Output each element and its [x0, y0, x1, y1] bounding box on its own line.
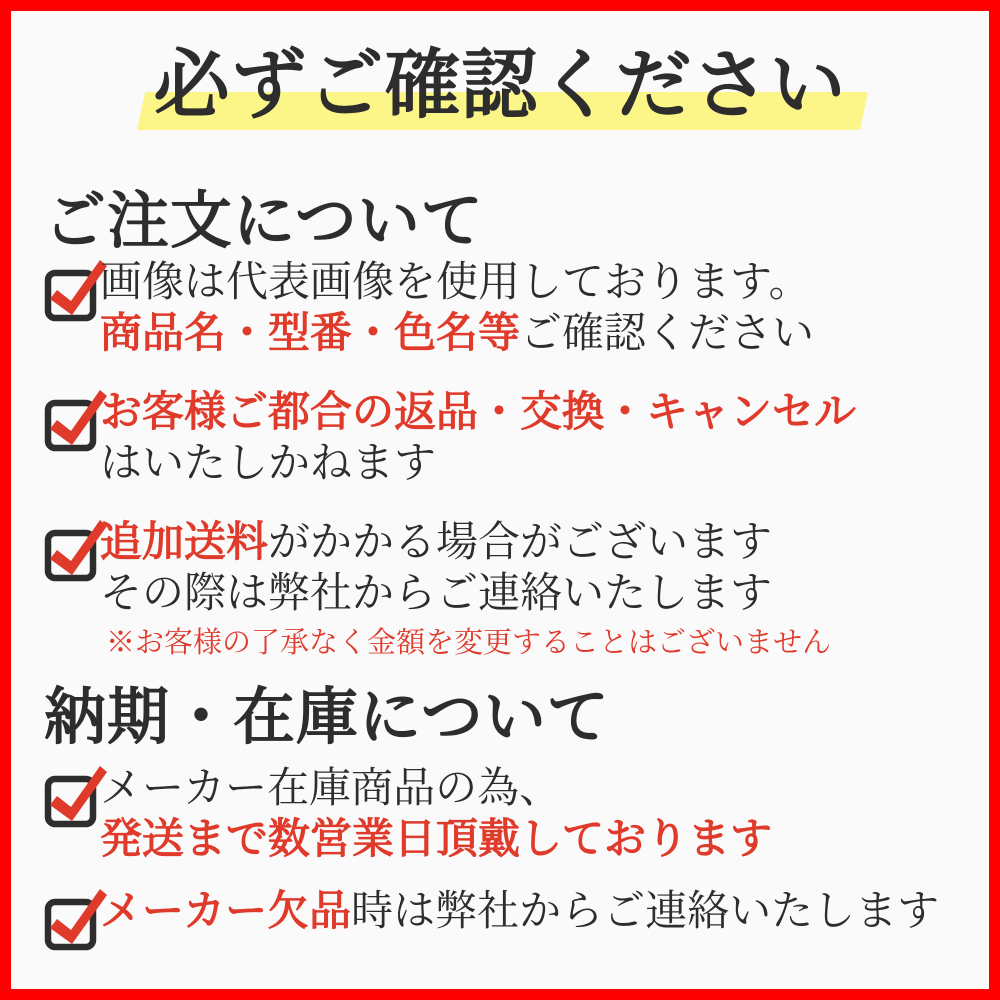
text-segment: 発送まで数営業日頂戴しております	[100, 817, 773, 863]
section-heading-stock: 納期・在庫について	[44, 684, 610, 752]
text-line	[100, 815, 772, 866]
checklist-item	[44, 388, 974, 490]
text-line	[100, 764, 772, 815]
text-line	[100, 518, 831, 569]
section-heading-order: ご注文について	[44, 188, 484, 256]
text-line	[100, 388, 856, 439]
text-segment: その際は弊社からご連絡いたします	[100, 571, 773, 617]
item-text	[100, 518, 831, 660]
text-segment: 画像は代表画像を使用しております。	[100, 260, 811, 306]
item-text	[100, 388, 856, 490]
item-text	[100, 764, 772, 866]
text-segment: 商品名・型番・色名等	[100, 311, 521, 357]
text-segment: 時は弊社からご連絡いたします	[351, 889, 940, 935]
note-text: ※お客様の了承なく金額を変更することはございません	[106, 627, 832, 659]
text-segment: ご確認ください	[520, 311, 815, 357]
text-line	[100, 569, 831, 620]
text-segment: メーカー在庫商品の為、	[100, 766, 562, 812]
text-segment: がかかる場合がございます	[268, 520, 773, 566]
text-line	[100, 439, 856, 490]
item-text	[100, 887, 939, 938]
item-text	[100, 258, 814, 360]
checklist-item	[44, 518, 974, 660]
text-line	[100, 887, 939, 938]
text-segment: はいたしかねます	[100, 441, 437, 487]
text-segment: 追加送料	[100, 520, 269, 566]
text-segment: メーカー欠品	[100, 889, 352, 935]
page-title: 必ずご確認ください	[153, 44, 847, 128]
text-line	[100, 309, 814, 360]
checklist-item	[44, 887, 974, 952]
checklist-item	[44, 764, 974, 866]
checklist-item	[44, 258, 974, 360]
text-segment: お客様ご都合の返品・交換・キャンセル	[100, 390, 857, 436]
text-line	[100, 258, 814, 309]
